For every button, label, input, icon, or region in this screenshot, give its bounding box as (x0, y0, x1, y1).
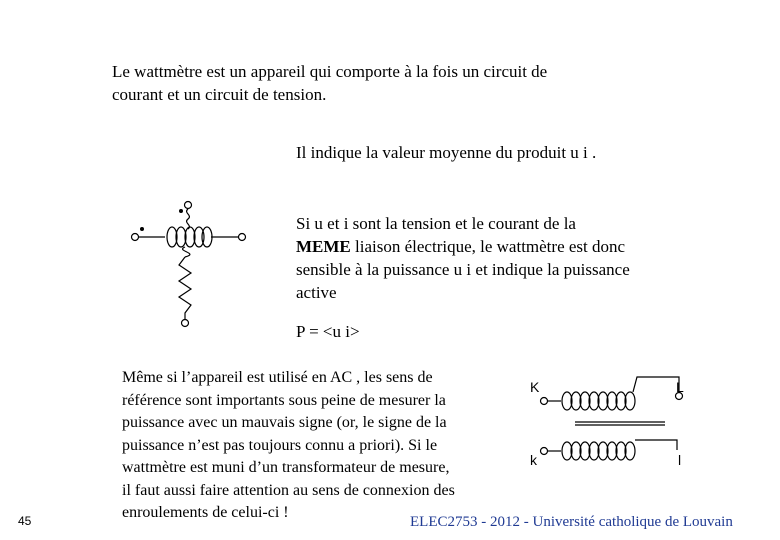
ac-note-line: puissance n’est pas toujours connu a priori). Si le (122, 436, 438, 454)
ac-note (122, 367, 455, 525)
paragraph-line-1: Si u et i sont la tension et le courant de la (296, 214, 576, 233)
power-formula: P = <u i> (296, 322, 360, 341)
label-K: K (530, 379, 540, 395)
power-paragraph (296, 212, 630, 304)
ac-note-line: wattmètre est muni d’un transformateur de mesure, (122, 459, 450, 476)
ac-note-line: il faut aussi faire attention au sens de connexion des (122, 481, 455, 499)
mean-value-statement: Il indique la valeur moyenne du produit u i . (296, 143, 597, 162)
ac-note-line: Même si l’appareil est utilisé en AC , les sens de (122, 369, 433, 386)
paragraph-line-4: active (296, 283, 337, 302)
current-coil (167, 227, 212, 247)
footer-text: ELEC2753 - 2012 - Université catholique de Louvain (410, 514, 733, 530)
page-number: 45 (18, 514, 32, 528)
polarity-dot-current (140, 227, 144, 231)
meme-emphasis: MEME (296, 237, 351, 256)
measurement-transformer-diagram (535, 370, 695, 470)
ac-note-line: puissance avec un mauvais signe (or, le signe de la (122, 414, 447, 431)
terminal-K (541, 398, 548, 405)
paragraph-line-2-rest: liaison électrique, le wattmètre est donc (350, 237, 626, 256)
intro-line-1: Le wattmètre est un appareil qui comporte à la fois un circuit de (112, 62, 548, 81)
voltage-terminal-bottom (182, 320, 189, 327)
voltage-terminal-top (185, 202, 192, 209)
intro-line-2: courant et un circuit de tension. (112, 85, 327, 104)
label-l: l (678, 452, 682, 468)
wattmeter-symbol-diagram (125, 195, 255, 335)
paragraph-line-2 (296, 235, 630, 258)
label-L: L (676, 379, 684, 395)
voltage-coil (187, 209, 190, 229)
voltage-resistor (179, 257, 191, 319)
primary-winding (562, 392, 635, 410)
paragraph-line-3: sensible à la puissance u i et indique la puissance (296, 260, 630, 279)
ac-note-line: référence sont importants sous peine de mesurer la (122, 391, 446, 409)
terminal-k (541, 448, 548, 455)
current-terminal-left (132, 234, 139, 241)
secondary-winding (562, 442, 635, 460)
polarity-dot-voltage (179, 209, 183, 213)
current-terminal-right (239, 234, 246, 241)
intro-text (112, 60, 547, 106)
label-k: k (530, 452, 537, 468)
ac-note-line: enroulements de celui-ci ! (122, 504, 289, 521)
